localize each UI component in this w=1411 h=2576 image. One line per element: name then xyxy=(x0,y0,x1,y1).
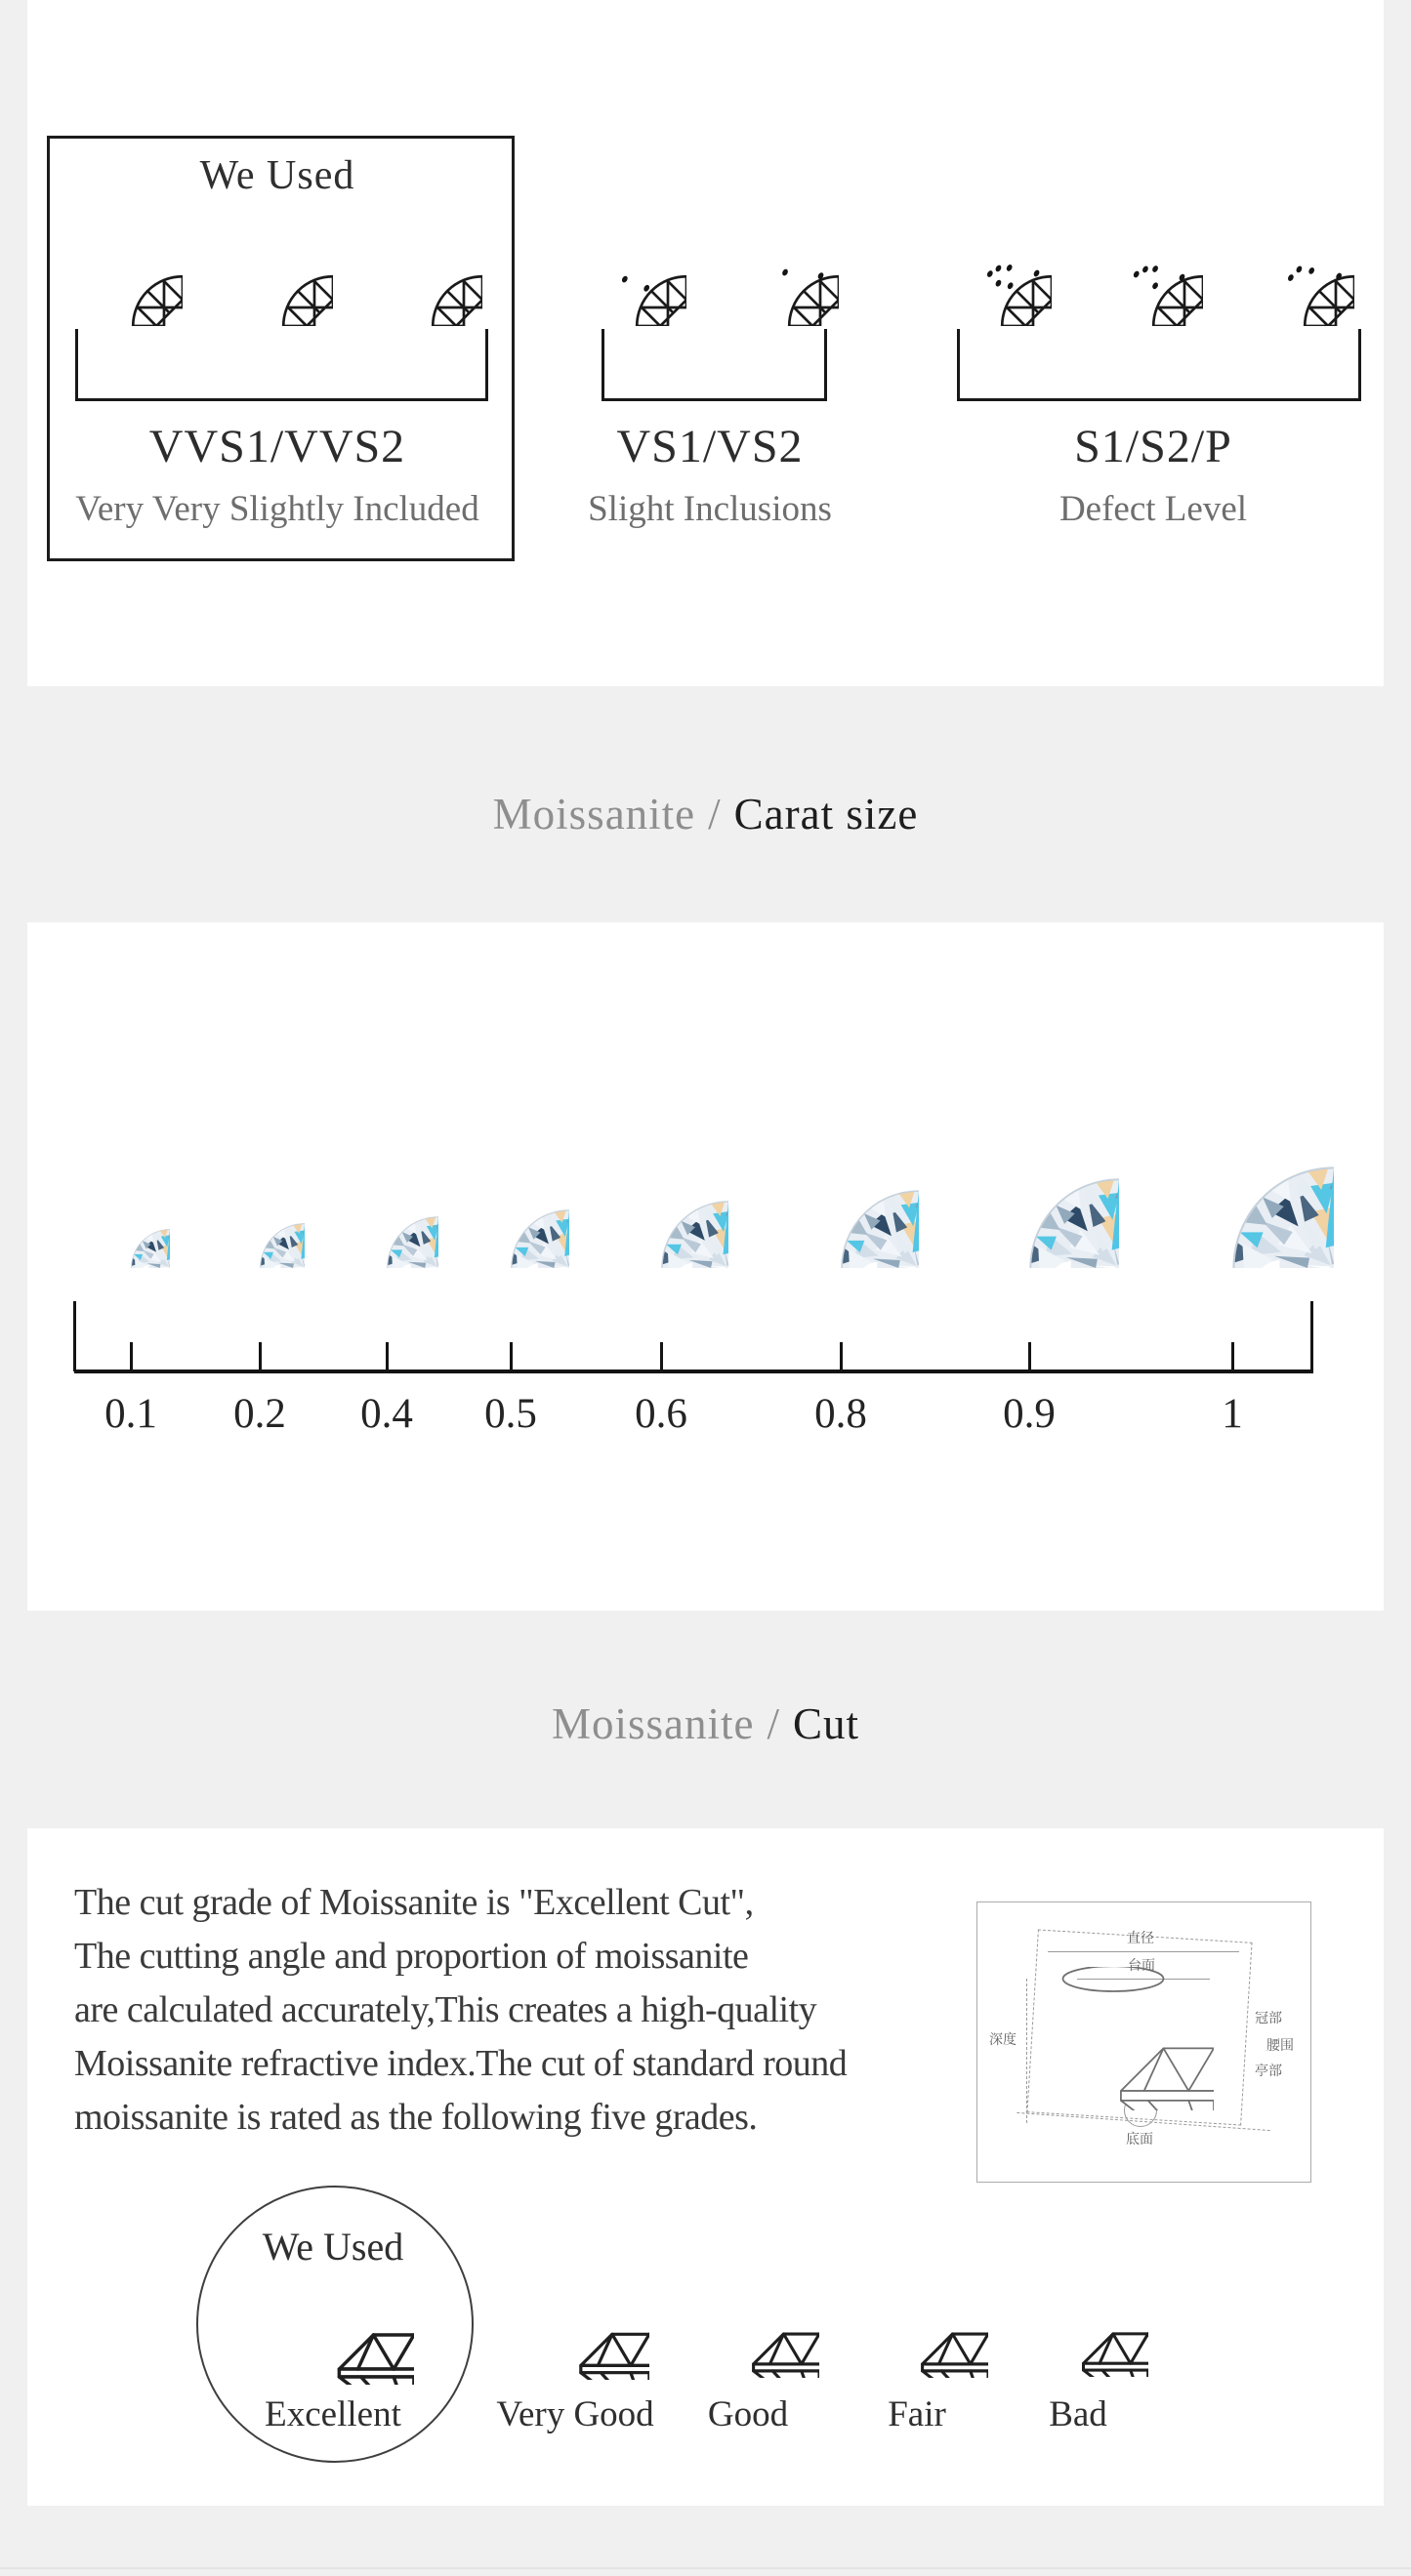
carat-size-label: 0.2 xyxy=(233,1391,286,1437)
carat-gem-photo xyxy=(452,1151,569,1268)
carat-title-word: Moissanite xyxy=(492,790,696,838)
cut-grade-diamond-icon xyxy=(846,2276,988,2378)
diagram-label-culet: 底面 xyxy=(1126,2132,1153,2147)
carat-gem-photo xyxy=(215,1178,305,1268)
carat-gem-photo xyxy=(335,1165,438,1268)
carat-ruler-tick xyxy=(660,1342,663,1371)
diagram-label-table: 台面 xyxy=(1128,1958,1155,1974)
cut-grade-label: Good xyxy=(707,2394,789,2434)
carat-ruler-tick xyxy=(259,1342,262,1371)
carat-size-label: 0.6 xyxy=(635,1391,687,1437)
title-separator: / xyxy=(767,1699,780,1748)
cut-paragraph-line: moissanite is rated as the following five grades. xyxy=(74,2097,758,2138)
carat-size-label: 0.5 xyxy=(484,1391,537,1437)
carat-ruler-tick xyxy=(1231,1342,1234,1371)
clarity-grade-desc-vs: Slight Inclusions xyxy=(588,489,832,529)
clarity-grade-desc-s: Defect Level xyxy=(1058,489,1248,529)
cut-grade-diamond-icon xyxy=(252,2269,414,2385)
footer-divider xyxy=(0,2567,1411,2569)
clarity-stone-icon xyxy=(946,221,1052,326)
cut-proportion-diagram xyxy=(976,1901,1311,2183)
cut-section-title xyxy=(0,1698,1411,1749)
cut-title-word: Moissanite xyxy=(551,1699,755,1748)
cut-title-topic: Cut xyxy=(792,1699,860,1748)
carat-gem-photo xyxy=(763,1112,919,1268)
carat-section-title xyxy=(0,789,1411,839)
cut-grade-label: Excellent xyxy=(265,2394,401,2434)
clarity-stone-icon xyxy=(1249,221,1354,326)
clarity-stone-icon xyxy=(228,221,333,326)
cut-paragraph-line: The cut grade of Moissanite is "Excellent Cut", xyxy=(74,1882,754,1923)
carat-size-label: 0.4 xyxy=(360,1391,413,1437)
diagram-diamond-sketch xyxy=(1013,1967,1214,2110)
clarity-stone-icon xyxy=(377,221,482,326)
cut-paragraph xyxy=(74,1876,992,2145)
cut-paragraph-line: Moissanite refractive index.The cut of standard round xyxy=(74,2043,848,2084)
clarity-grade-code-vvs: VVS1/VVS2 xyxy=(148,421,406,472)
carat-gem-photo xyxy=(939,1088,1119,1268)
carat-title-topic: Carat size xyxy=(733,790,919,838)
carat-ruler-tick xyxy=(510,1342,513,1371)
diagram-label-pavilion: 亭部 xyxy=(1255,2064,1282,2079)
clarity-group-bracket xyxy=(957,329,1361,401)
carat-size-label: 0.8 xyxy=(814,1391,867,1437)
clarity-grade-code-vs: VS1/VS2 xyxy=(616,421,804,472)
cut-grade-diamond-icon xyxy=(501,2274,649,2380)
diagram-label-crown: 冠部 xyxy=(1255,2011,1282,2026)
clarity-group-bracket xyxy=(602,329,827,401)
clarity-grade-desc-vvs: Very Very Slightly Included xyxy=(75,489,479,529)
carat-ruler-tick xyxy=(386,1342,389,1371)
cut-grade-diamond-icon xyxy=(1008,2277,1148,2377)
clarity-stone-icon xyxy=(1098,221,1203,326)
cut-grade-label: Very Good xyxy=(496,2394,654,2434)
cut-grade-diamond-icon xyxy=(677,2276,819,2378)
diagram-label-girdle: 腰围 xyxy=(1266,2038,1294,2054)
clarity-stone-icon xyxy=(733,221,839,326)
diagram-label-depth: 深度 xyxy=(989,2032,1017,2048)
clarity-grade-code-s: S1/S2/P xyxy=(1074,421,1232,472)
cut-paragraph-line: The cutting angle and proportion of moissanite xyxy=(74,1936,749,1977)
clarity-group-bracket xyxy=(75,329,488,401)
carat-gem-photo xyxy=(1131,1065,1334,1268)
clarity-we-used-label: We Used xyxy=(199,153,355,198)
carat-gem-photo xyxy=(92,1190,170,1268)
carat-size-label: 0.1 xyxy=(104,1391,157,1437)
diagram-diameter-line xyxy=(1048,1951,1239,1952)
clarity-stone-icon xyxy=(581,221,686,326)
carat-size-label: 1 xyxy=(1222,1391,1243,1437)
cut-grade-label: Fair xyxy=(888,2394,946,2434)
carat-gem-photo xyxy=(594,1133,728,1268)
carat-size-label: 0.9 xyxy=(1003,1391,1056,1437)
carat-ruler-tick xyxy=(1028,1342,1031,1371)
cut-paragraph-line: are calculated accurately,This creates a high-quality xyxy=(74,1989,817,2030)
diagram-label-diameter: 直径 xyxy=(1127,1931,1154,1946)
carat-ruler-tick xyxy=(840,1342,843,1371)
title-separator: / xyxy=(708,790,722,838)
carat-ruler-tick xyxy=(130,1342,133,1371)
clarity-stone-icon xyxy=(77,221,183,326)
cut-grade-label: Bad xyxy=(1049,2394,1107,2434)
carat-ruler-end-tick xyxy=(1310,1301,1313,1371)
cut-we-used-label: We Used xyxy=(262,2225,404,2269)
carat-ruler-end-tick xyxy=(73,1301,76,1371)
